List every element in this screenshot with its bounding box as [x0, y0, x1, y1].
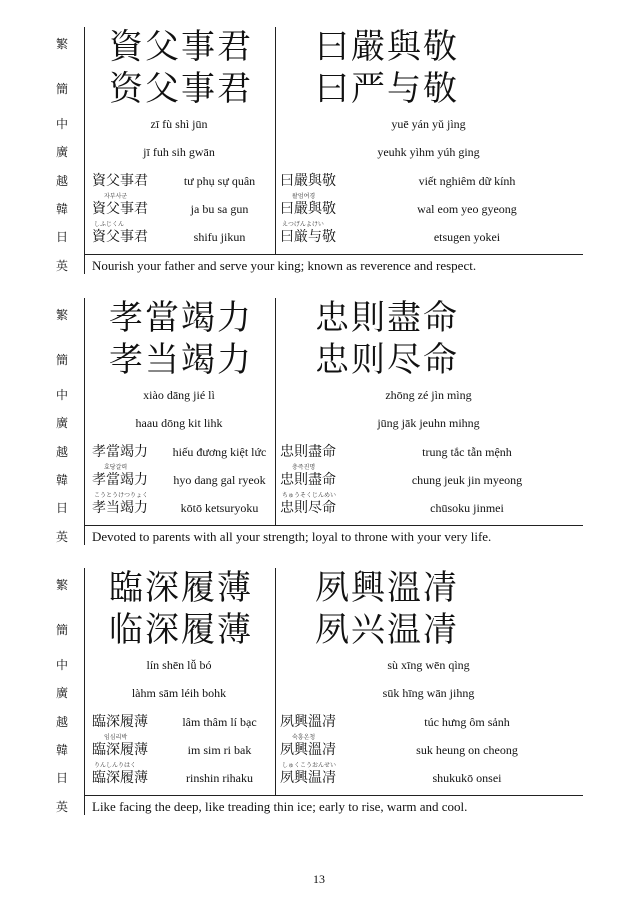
left-japanese-ruby: しふじくん — [94, 221, 125, 228]
row-label: 簡 — [55, 623, 68, 637]
left-vietnamese-reading: lâm thâm lí bạc — [182, 715, 257, 729]
right-japanese-ruby: ちゅうそくじんめい — [282, 492, 337, 499]
right-simplified-characters: 曰严与敬 — [315, 69, 459, 109]
right-japanese-reading: shukukō onsei — [432, 771, 502, 785]
left-korean-ruby: 효당갈력 — [104, 464, 128, 471]
row-label: 韓 — [55, 743, 68, 757]
row-label: 日 — [55, 230, 68, 244]
left-korean-reading: im sim ri bak — [187, 743, 252, 757]
left-simplified-characters: 资父事君 — [109, 69, 253, 109]
left-korean-hanja: 孝當竭力 — [92, 472, 148, 488]
english-row-divider — [84, 795, 583, 796]
left-vietnamese-reading: hiếu đương kiệt lức — [172, 445, 267, 459]
right-vietnamese-hanzi: 夙興溫凊 — [280, 714, 336, 730]
row-label: 中 — [55, 658, 68, 672]
left-korean-ruby: 임심리박 — [104, 734, 128, 741]
right-korean-ruby: 충즉진명 — [292, 464, 316, 471]
right-korean-reading: suk heung on cheong — [416, 743, 518, 757]
right-korean-ruby: 왈엄여경 — [292, 193, 316, 200]
row-label: 英 — [55, 530, 68, 544]
right-cantonese-reading: yeuhk yìhm yúh ging — [377, 145, 480, 159]
english-translation: Devoted to parents with all your strength; loyal to throne with your very life. — [92, 529, 492, 544]
right-vietnamese-reading: trung tắc tẫn mệnh — [422, 445, 512, 459]
right-mandarin-reading: yuē yán yǔ jìng — [391, 117, 466, 131]
row-label: 英 — [55, 259, 68, 273]
right-japanese-kanji: 曰厳与敬 — [280, 229, 336, 245]
verse-block — [57, 568, 583, 815]
left-mandarin-reading: zī fù shì jūn — [150, 117, 208, 131]
left-vietnamese-hanzi: 臨深履薄 — [92, 714, 148, 730]
left-cantonese-reading: làhm sām léih bohk — [131, 686, 227, 700]
row-label: 韓 — [55, 202, 68, 216]
row-label: 越 — [55, 445, 68, 459]
right-simplified-characters: 忠则尽命 — [315, 340, 459, 380]
left-japanese-kanji: 孝当竭力 — [92, 500, 148, 516]
left-japanese-reading: kōtō ketsuryoku — [180, 501, 259, 515]
row-label: 韓 — [55, 473, 68, 487]
column-divider — [275, 568, 276, 795]
left-simplified-characters: 临深履薄 — [109, 610, 253, 650]
right-mandarin-reading: zhōng zé jìn mìng — [385, 388, 472, 402]
left-korean-reading: hyo dang gal ryeok — [173, 473, 266, 487]
row-label: 簡 — [55, 82, 68, 96]
right-vietnamese-reading: túc hưng ôm sảnh — [424, 715, 510, 729]
right-korean-hanja: 忠則盡命 — [280, 472, 336, 488]
left-simplified-characters: 孝当竭力 — [109, 340, 253, 380]
right-korean-hanja: 夙興溫凊 — [280, 742, 336, 758]
left-traditional-characters: 孝當竭力 — [109, 298, 253, 338]
row-label: 中 — [55, 117, 68, 131]
right-korean-hanja: 曰嚴與敬 — [280, 201, 336, 217]
row-label: 廣 — [55, 686, 68, 700]
verse-block — [57, 298, 583, 545]
right-traditional-characters: 曰嚴與敬 — [315, 27, 459, 67]
column-divider — [275, 298, 276, 525]
english-row-divider — [84, 525, 583, 526]
left-vietnamese-hanzi: 孝當竭力 — [92, 444, 148, 460]
left-korean-reading: ja bu sa gun — [190, 202, 249, 216]
column-divider — [275, 27, 276, 254]
right-cantonese-reading: jūng jāk jeuhn mihng — [377, 416, 480, 430]
right-traditional-characters: 忠則盡命 — [315, 298, 459, 338]
verse-block — [57, 27, 583, 274]
row-label: 廣 — [55, 416, 68, 430]
left-japanese-kanji: 臨深履薄 — [92, 770, 148, 786]
page-number: 13 — [313, 872, 325, 886]
left-cantonese-reading: jī fuh sih gwān — [143, 145, 215, 159]
left-traditional-characters: 資父事君 — [109, 27, 253, 67]
left-korean-hanja: 臨深履薄 — [92, 742, 148, 758]
right-cantonese-reading: sūk hīng wān jihng — [382, 686, 475, 700]
right-traditional-characters: 夙興溫凊 — [315, 568, 459, 608]
left-traditional-characters: 臨深履薄 — [109, 568, 253, 608]
right-vietnamese-hanzi: 忠則盡命 — [280, 444, 336, 460]
left-japanese-kanji: 資父事君 — [92, 229, 148, 245]
left-japanese-reading: shifu jikun — [193, 230, 246, 244]
left-korean-ruby: 자부사군 — [104, 193, 128, 200]
row-label: 越 — [55, 174, 68, 188]
right-vietnamese-hanzi: 曰嚴與敬 — [280, 173, 336, 189]
right-japanese-reading: etsugen yokei — [433, 230, 501, 244]
english-translation: Like facing the deep, like treading thin ice; early to rise, warm and cool. — [92, 799, 468, 814]
right-japanese-reading: chūsoku jinmei — [430, 501, 504, 515]
row-label: 越 — [55, 715, 68, 729]
right-vietnamese-reading: viết nghiêm dữ kính — [418, 174, 516, 188]
row-label: 日 — [55, 501, 68, 515]
right-korean-reading: chung jeuk jin myeong — [411, 473, 523, 487]
right-simplified-characters: 夙兴温凊 — [315, 610, 459, 650]
right-mandarin-reading: sù xīng wēn qìng — [387, 658, 470, 672]
english-translation: Nourish your father and serve your king; known as reverence and respect. — [92, 258, 477, 273]
left-mandarin-reading: lín shēn lǚ bó — [146, 658, 212, 672]
row-label: 日 — [55, 771, 68, 785]
right-japanese-ruby: しゅくこうおんせい — [282, 762, 337, 769]
row-label: 簡 — [55, 353, 68, 367]
right-japanese-ruby: えつげんよけい — [282, 221, 324, 228]
row-label: 廣 — [55, 145, 68, 159]
right-korean-ruby: 숙흥온청 — [292, 734, 316, 741]
left-mandarin-reading: xiào dāng jié lì — [143, 388, 215, 402]
english-row-divider — [84, 254, 583, 255]
left-korean-hanja: 資父事君 — [92, 201, 148, 217]
row-label: 繁 — [55, 308, 68, 322]
right-japanese-kanji: 忠則尽命 — [280, 500, 336, 516]
right-korean-reading: wal eom yeo gyeong — [417, 202, 517, 216]
left-vietnamese-reading: tư phụ sự quân — [183, 174, 256, 188]
row-label: 繁 — [55, 578, 68, 592]
left-japanese-ruby: りんしんりはく — [94, 762, 137, 769]
left-cantonese-reading: haau dōng kit lihk — [135, 416, 223, 430]
row-label: 中 — [55, 388, 68, 402]
row-label: 英 — [55, 800, 68, 814]
left-japanese-ruby: こうとうけつりょく — [94, 492, 149, 499]
row-label: 繁 — [55, 37, 68, 51]
left-japanese-reading: rinshin rihaku — [186, 771, 253, 785]
left-vietnamese-hanzi: 資父事君 — [92, 173, 148, 189]
right-japanese-kanji: 夙興温凊 — [280, 770, 336, 786]
